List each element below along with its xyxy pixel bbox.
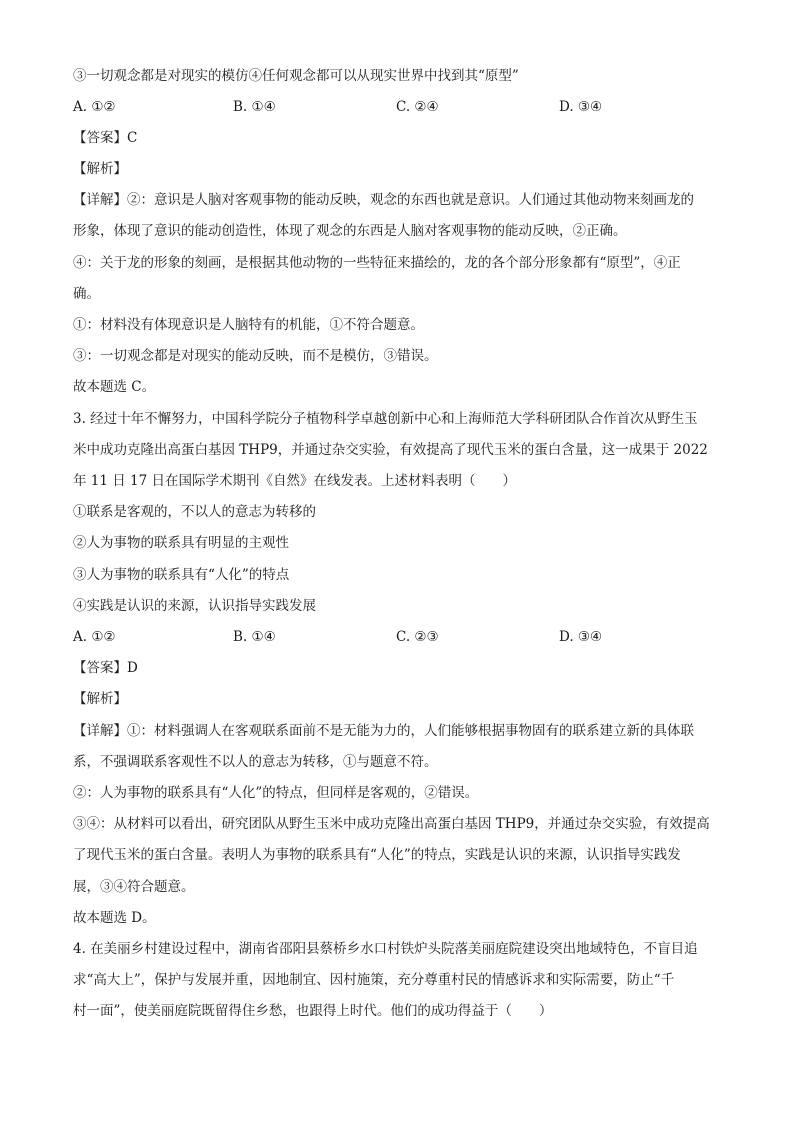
q2-detail-line-5: ①：材料没有体现意识是人脑特有的机能，①不符合题意。 [73,317,424,333]
q4-stem-line-3: 村一面”，使美丽庭院既留得住乡愁，也跟得上时代。他们的成功得益于（ ） [73,1003,553,1019]
q3-stem-line-2: 米中成功克隆出高蛋白基因 THP9，并通过杂交实验，有效提高了现代玉米的蛋白含量，这一成果于 2022 [73,442,708,458]
q3-statement-1: ①联系是客观的，不以人的意志为转移的 [73,504,316,520]
q3-option-c: C. ②③ [396,629,439,645]
q3-detail-line-1: 【详解】①：材料强调人在客观联系面前不是无能为力的，人们能够根据事物固有的联系建立新的具体联 [73,723,694,739]
q2-statement-3-4: ③一切观念都是对现实的模仿④任何观念都可以从现实世界中找到其“原型” [73,68,519,84]
q4-stem-line-1: 4. 在美丽乡村建设过程中，湖南省邵阳县蔡桥乡水口村铁炉头院落美丽庭院建设突出地域特色，不盲目追 [73,941,698,957]
q3-conclusion: 故本题选 D。 [73,910,156,926]
q4-stem-line-2: 求“高大上”，保护与发展并重，因地制宜、因村施策，充分尊重村民的情感诉求和实际需要，防止“千 [73,972,675,988]
q2-detail-line-3: ④：关于龙的形象的刻画，是根据其他动物的一些特征来描绘的，龙的各个部分形象都有“原型”，④正 [73,255,681,271]
q3-answer: 【答案】D [73,660,138,676]
q2-option-b: B. ①④ [233,99,276,115]
q3-statement-4: ④实践是认识的来源，认识指导实践发展 [73,598,316,614]
q3-option-b: B. ①④ [233,629,276,645]
q3-detail-line-2: 系，不强调联系客观性不以人的意志为转移，①与题意不符。 [73,754,438,770]
q3-stem-line-3: 年 11 日 17 日在国际学术期刊《自然》在线发表。上述材料表明（ ） [73,473,517,489]
q2-answer: 【答案】C [73,130,138,146]
q2-detail-line-6: ③：一切观念都是对现实的能动反映，而不是模仿，③错误。 [73,348,438,364]
q3-detail-line-6: 展，③④符合题意。 [73,879,195,895]
q3-detail-line-5: 了现代玉米的蛋白含量。表明人为事物的联系具有“人化”的特点，实践是认识的来源，认识指导实践发 [73,847,681,863]
q2-conclusion: 故本题选 C。 [73,379,156,395]
q3-analysis-heading: 【解析】 [73,691,127,707]
q3-detail-line-4: ③④：从材料可以看出，研究团队从野生玉米中成功克隆出高蛋白基因 THP9，并通过杂交实验，有效提高 [73,816,710,832]
q2-detail-line-1: 【详解】②：意识是人脑对客观事物的能动反映，观念的东西也就是意识。人们通过其他动物来刻画龙的 [73,192,694,208]
q2-detail-line-4: 确。 [73,286,100,302]
q3-statement-2: ②人为事物的联系具有明显的主观性 [73,535,289,551]
q3-detail-line-3: ②：人为事物的联系具有“人化”的特点，但同样是客观的，②错误。 [73,785,479,801]
q3-options [73,627,723,647]
q2-detail-line-2: 形象，体现了意识的能动创造性，体现了观念的东西是人脑对客观事物的能动反映，②正确。 [73,223,627,239]
q2-options [73,97,723,117]
q3-stem-line-1: 3. 经过十年不懈努力，中国科学院分子植物科学卓越创新中心和上海师范大学科研团队合作首次从野生玉 [73,411,698,427]
q2-analysis-heading: 【解析】 [73,161,127,177]
q3-option-a: A. ①② [73,629,116,645]
q2-option-d: D. ③④ [559,99,603,115]
q3-statement-3: ③人为事物的联系具有“人化”的特点 [73,567,290,583]
q2-option-c: C. ②④ [396,99,439,115]
q3-option-d: D. ③④ [559,629,603,645]
q2-option-a: A. ①② [73,99,116,115]
